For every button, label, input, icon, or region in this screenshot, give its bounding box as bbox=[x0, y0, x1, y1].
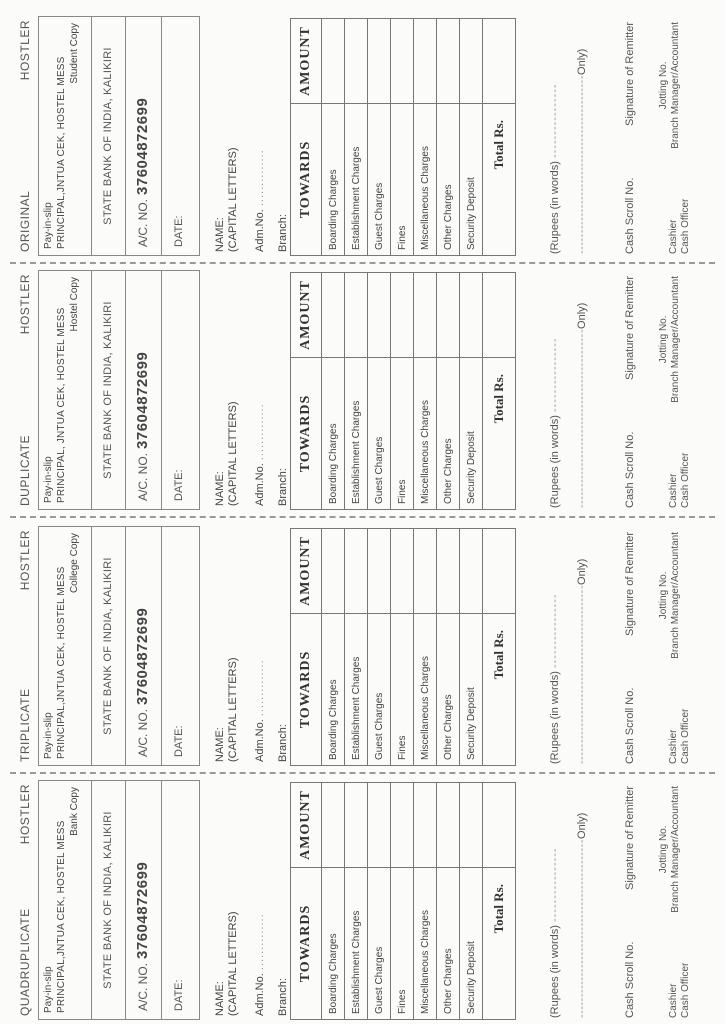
only-label: Only) bbox=[576, 302, 588, 329]
hostler-label: HOSTLER bbox=[18, 274, 32, 335]
charge-name: Security Deposit bbox=[460, 358, 483, 510]
amount-cell[interactable] bbox=[437, 783, 460, 868]
payin-label: Pay-in-slip bbox=[43, 456, 54, 503]
charges-table bbox=[290, 528, 516, 766]
amount-cell[interactable] bbox=[460, 529, 483, 614]
bank-name: STATE BANK OF INDIA, KALIKIRI bbox=[102, 47, 114, 225]
jotting-label: Jotting No. bbox=[658, 571, 669, 620]
table-row bbox=[322, 19, 345, 256]
charge-name: Boarding Charges bbox=[322, 614, 345, 766]
date-label: DATE: bbox=[173, 469, 185, 501]
table-header bbox=[291, 19, 322, 256]
table-row bbox=[460, 783, 483, 1020]
table-row bbox=[437, 273, 460, 510]
fill-line: ---------------- bbox=[549, 593, 561, 669]
manager-label: Branch Manager/Accountant bbox=[670, 276, 681, 403]
pay-in-slip bbox=[14, 778, 714, 1020]
copy-type: Student Copy bbox=[69, 23, 80, 84]
charge-name: Establishment Charges bbox=[345, 868, 368, 1020]
amount-header: AMOUNT bbox=[291, 19, 322, 104]
payin-label: Pay-in-slip bbox=[43, 712, 54, 759]
jotting-block bbox=[658, 22, 682, 149]
account-label: A/C. NO. bbox=[136, 452, 150, 501]
bank-name: STATE BANK OF INDIA, KALIKIRI bbox=[102, 811, 114, 989]
table-row bbox=[368, 783, 391, 1020]
remitter-signature-label: Signature of Remitter bbox=[624, 786, 636, 890]
amount-in-words-end bbox=[576, 49, 588, 254]
table-row bbox=[460, 529, 483, 766]
charge-name: Fines bbox=[391, 104, 414, 256]
account-row bbox=[125, 527, 162, 765]
charge-name: Fines bbox=[391, 614, 414, 766]
table-row bbox=[322, 273, 345, 510]
account-label: A/C. NO. bbox=[136, 708, 150, 757]
amount-in-words-field[interactable] bbox=[549, 337, 561, 508]
only-label: Only) bbox=[576, 812, 588, 839]
table-row bbox=[437, 529, 460, 766]
total-amount-cell[interactable] bbox=[483, 273, 516, 358]
payee-row bbox=[39, 781, 92, 1019]
hostler-label: HOSTLER bbox=[18, 20, 32, 81]
amount-cell[interactable] bbox=[368, 529, 391, 614]
cash-scroll-label: Cash Scroll No. bbox=[624, 177, 636, 254]
hostler-label: HOSTLER bbox=[18, 784, 32, 845]
bank-name: STATE BANK OF INDIA, KALIKIRI bbox=[102, 301, 114, 479]
bank-row bbox=[91, 17, 126, 255]
table-row bbox=[391, 19, 414, 256]
amount-cell[interactable] bbox=[414, 783, 437, 868]
copy-label: ORIGINAL bbox=[18, 190, 32, 252]
bank-row bbox=[91, 781, 126, 1019]
fill-line: ------------------------------------------- bbox=[576, 328, 588, 508]
adm-label: Adm.No. bbox=[254, 973, 266, 1016]
fill-line: .............. bbox=[254, 659, 266, 717]
table-row bbox=[322, 783, 345, 1020]
amount-cell[interactable] bbox=[437, 19, 460, 104]
manager-label: Branch Manager/Accountant bbox=[670, 532, 681, 659]
total-amount-cell[interactable] bbox=[483, 529, 516, 614]
slip-header bbox=[14, 778, 36, 1020]
amount-cell[interactable] bbox=[322, 19, 345, 104]
slip-info-box bbox=[38, 270, 200, 510]
charge-name: Miscellaneous Charges bbox=[414, 358, 437, 510]
words-label: (Rupees (in words) bbox=[549, 925, 561, 1018]
amount-header: AMOUNT bbox=[291, 273, 322, 358]
manager-label: Branch Manager/Accountant bbox=[670, 22, 681, 149]
charge-name: Security Deposit bbox=[460, 614, 483, 766]
account-row bbox=[125, 271, 162, 509]
account-number-value: 37604872699 bbox=[134, 351, 151, 449]
table-row bbox=[368, 273, 391, 510]
total-row bbox=[483, 19, 516, 256]
table-row bbox=[345, 783, 368, 1020]
cash-scroll-label: Cash Scroll No. bbox=[624, 687, 636, 764]
slip-header bbox=[14, 14, 36, 256]
cash-officer-label: Cash Officer bbox=[680, 198, 691, 254]
amount-in-words-field[interactable] bbox=[549, 83, 561, 254]
cashier-block bbox=[668, 709, 692, 764]
amount-cell[interactable] bbox=[437, 273, 460, 358]
name-label: NAME: bbox=[214, 727, 226, 762]
charge-name: Miscellaneous Charges bbox=[414, 868, 437, 1020]
date-label: DATE: bbox=[173, 215, 185, 247]
bank-row bbox=[91, 527, 126, 765]
total-amount-cell[interactable] bbox=[483, 783, 516, 868]
total-row bbox=[483, 273, 516, 510]
name-label: NAME: bbox=[214, 217, 226, 252]
charge-name: Establishment Charges bbox=[345, 104, 368, 256]
charge-name: Other Charges bbox=[437, 104, 460, 256]
charge-name: Guest Charges bbox=[368, 614, 391, 766]
branch-label: Branch: bbox=[277, 978, 289, 1016]
fill-line: .............. bbox=[254, 149, 266, 207]
slip-header bbox=[14, 524, 36, 766]
cash-officer-label: Cash Officer bbox=[680, 962, 691, 1018]
payee-name: PRINCIPAL,JNTUA CEK, HOSTEL MESS bbox=[56, 820, 67, 1013]
account-label: A/C. NO. bbox=[136, 962, 150, 1011]
table-row bbox=[345, 19, 368, 256]
name-hint: (CAPITAL LETTERS) bbox=[227, 911, 239, 1016]
amount-cell[interactable] bbox=[322, 273, 345, 358]
cashier-label: Cashier bbox=[668, 219, 679, 254]
table-header bbox=[291, 529, 322, 766]
only-label: Only) bbox=[576, 48, 588, 75]
towards-header: TOWARDS bbox=[291, 868, 322, 1020]
fill-line: .............. bbox=[254, 403, 266, 461]
total-label: Total Rs. bbox=[483, 358, 516, 510]
amount-cell[interactable] bbox=[345, 19, 368, 104]
adm-label: Adm.No. bbox=[254, 209, 266, 252]
slip-header bbox=[14, 268, 36, 510]
fill-line: ------------------------------------------- bbox=[576, 74, 588, 254]
words-label: (Rupees (in words) bbox=[549, 415, 561, 508]
charge-name: Fines bbox=[391, 868, 414, 1020]
copy-label: DUPLICATE bbox=[18, 435, 32, 506]
fill-line: ------------------------------------------- bbox=[576, 838, 588, 1018]
amount-in-words-end bbox=[576, 813, 588, 1018]
payee-row bbox=[39, 17, 92, 255]
cashier-label: Cashier bbox=[668, 729, 679, 764]
name-hint: (CAPITAL LETTERS) bbox=[227, 147, 239, 252]
account-number-value: 37604872699 bbox=[134, 607, 151, 705]
jotting-block bbox=[658, 532, 682, 659]
table-row bbox=[414, 19, 437, 256]
account-number bbox=[134, 862, 151, 1011]
tear-line bbox=[10, 772, 715, 774]
date-label: DATE: bbox=[173, 979, 185, 1011]
fill-line: ------------------------------------------- bbox=[576, 584, 588, 764]
table-row bbox=[391, 529, 414, 766]
jotting-block bbox=[658, 786, 682, 913]
amount-header: AMOUNT bbox=[291, 783, 322, 868]
hostler-label: HOSTLER bbox=[18, 530, 32, 591]
copy-type: Hostel Copy bbox=[69, 277, 80, 332]
amount-cell[interactable] bbox=[391, 273, 414, 358]
charge-name: Security Deposit bbox=[460, 104, 483, 256]
charges-table bbox=[290, 782, 516, 1020]
admission-number-field[interactable] bbox=[254, 149, 266, 252]
table-row bbox=[391, 273, 414, 510]
amount-cell[interactable] bbox=[460, 783, 483, 868]
charge-name: Other Charges bbox=[437, 614, 460, 766]
charge-name: Guest Charges bbox=[368, 104, 391, 256]
amount-in-words-end bbox=[576, 559, 588, 764]
total-label: Total Rs. bbox=[483, 868, 516, 1020]
amount-cell[interactable] bbox=[437, 529, 460, 614]
account-number bbox=[134, 352, 151, 501]
amount-cell[interactable] bbox=[368, 19, 391, 104]
payee-row bbox=[39, 271, 92, 509]
tear-line bbox=[10, 516, 715, 518]
adm-label: Adm.No. bbox=[254, 719, 266, 762]
charge-name: Guest Charges bbox=[368, 868, 391, 1020]
remitter-signature-label: Signature of Remitter bbox=[624, 276, 636, 380]
fill-line: .............. bbox=[254, 913, 266, 971]
amount-in-words-field[interactable] bbox=[549, 847, 561, 1018]
table-row bbox=[414, 273, 437, 510]
amount-cell[interactable] bbox=[460, 19, 483, 104]
table-row bbox=[437, 19, 460, 256]
amount-cell[interactable] bbox=[322, 529, 345, 614]
charge-name: Miscellaneous Charges bbox=[414, 614, 437, 766]
amount-cell[interactable] bbox=[391, 19, 414, 104]
charge-name: Guest Charges bbox=[368, 358, 391, 510]
amount-cell[interactable] bbox=[345, 529, 368, 614]
account-label: A/C. NO. bbox=[136, 198, 150, 247]
charges-table bbox=[290, 272, 516, 510]
branch-label: Branch: bbox=[277, 468, 289, 506]
table-header bbox=[291, 273, 322, 510]
account-number-value: 37604872699 bbox=[134, 861, 151, 959]
name-label: NAME: bbox=[214, 981, 226, 1016]
jotting-label: Jotting No. bbox=[658, 825, 669, 874]
admission-number-field[interactable] bbox=[254, 659, 266, 762]
payee-row bbox=[39, 527, 92, 765]
table-row bbox=[460, 273, 483, 510]
table-row bbox=[322, 529, 345, 766]
date-label: DATE: bbox=[173, 725, 185, 757]
payee-name: PRINCIPAL,JNTUA CEK, HOSTEL MESS bbox=[56, 566, 67, 759]
table-row bbox=[391, 783, 414, 1020]
name-label: NAME: bbox=[214, 471, 226, 506]
cashier-label: Cashier bbox=[668, 983, 679, 1018]
charge-name: Establishment Charges bbox=[345, 358, 368, 510]
copy-type: College Copy bbox=[69, 533, 80, 594]
amount-cell[interactable] bbox=[345, 273, 368, 358]
table-header bbox=[291, 783, 322, 1020]
copy-label: TRIPLICATE bbox=[18, 688, 32, 762]
charge-name: Miscellaneous Charges bbox=[414, 104, 437, 256]
cashier-block bbox=[668, 199, 692, 254]
charges-table bbox=[290, 18, 516, 256]
payin-label: Pay-in-slip bbox=[43, 202, 54, 249]
cash-scroll-label: Cash Scroll No. bbox=[624, 431, 636, 508]
table-row bbox=[460, 19, 483, 256]
amount-in-words-field[interactable] bbox=[549, 593, 561, 764]
branch-label: Branch: bbox=[277, 214, 289, 252]
bank-row bbox=[91, 271, 126, 509]
charge-name: Security Deposit bbox=[460, 868, 483, 1020]
remitter-signature-label: Signature of Remitter bbox=[624, 532, 636, 636]
copy-type: Bank Copy bbox=[69, 787, 80, 836]
slip-info-box bbox=[38, 780, 200, 1020]
account-row bbox=[125, 17, 162, 255]
bank-name: STATE BANK OF INDIA, KALIKIRI bbox=[102, 557, 114, 735]
name-hint: (CAPITAL LETTERS) bbox=[227, 401, 239, 506]
fill-line: ---------------- bbox=[549, 847, 561, 923]
amount-cell[interactable] bbox=[414, 19, 437, 104]
pay-in-slip bbox=[14, 14, 714, 256]
name-field[interactable] bbox=[214, 147, 240, 252]
amount-cell[interactable] bbox=[391, 529, 414, 614]
table-row bbox=[414, 783, 437, 1020]
charge-name: Boarding Charges bbox=[322, 104, 345, 256]
table-row bbox=[345, 529, 368, 766]
cash-scroll-label: Cash Scroll No. bbox=[624, 941, 636, 1018]
table-row bbox=[345, 273, 368, 510]
name-field[interactable] bbox=[214, 911, 240, 1016]
jotting-block bbox=[658, 276, 682, 403]
date-row[interactable] bbox=[161, 781, 199, 1019]
account-number bbox=[134, 98, 151, 247]
payee-name: PRINCIPAL,JNTUA CEK, HOSTEL MESS bbox=[56, 56, 67, 249]
branch-label: Branch: bbox=[277, 724, 289, 762]
admission-number-field[interactable] bbox=[254, 913, 266, 1016]
manager-label: Branch Manager/Accountant bbox=[670, 786, 681, 913]
amount-cell[interactable] bbox=[414, 273, 437, 358]
amount-cell[interactable] bbox=[322, 783, 345, 868]
payin-label: Pay-in-slip bbox=[43, 966, 54, 1013]
table-row bbox=[437, 783, 460, 1020]
charge-name: Other Charges bbox=[437, 358, 460, 510]
fill-line: ---------------- bbox=[549, 83, 561, 159]
words-label: (Rupees (in words) bbox=[549, 161, 561, 254]
cashier-block bbox=[668, 453, 692, 508]
charge-name: Establishment Charges bbox=[345, 614, 368, 766]
name-field[interactable] bbox=[214, 401, 240, 506]
cash-officer-label: Cash Officer bbox=[680, 452, 691, 508]
adm-label: Adm.No. bbox=[254, 463, 266, 506]
table-row bbox=[368, 19, 391, 256]
slip-info-box bbox=[38, 526, 200, 766]
total-label: Total Rs. bbox=[483, 104, 516, 256]
fill-line: ---------------- bbox=[549, 337, 561, 413]
charge-name: Fines bbox=[391, 358, 414, 510]
cashier-label: Cashier bbox=[668, 473, 679, 508]
only-label: Only) bbox=[576, 558, 588, 585]
date-row[interactable] bbox=[161, 527, 199, 765]
table-row bbox=[414, 529, 437, 766]
date-row[interactable] bbox=[161, 17, 199, 255]
amount-cell[interactable] bbox=[345, 783, 368, 868]
charge-name: Boarding Charges bbox=[322, 358, 345, 510]
total-amount-cell[interactable] bbox=[483, 19, 516, 104]
amount-cell[interactable] bbox=[368, 783, 391, 868]
pay-in-slip bbox=[14, 268, 714, 510]
words-label: (Rupees (in words) bbox=[549, 671, 561, 764]
total-label: Total Rs. bbox=[483, 614, 516, 766]
amount-cell[interactable] bbox=[368, 273, 391, 358]
copy-label: QUADRUPLICATE bbox=[18, 908, 32, 1016]
jotting-label: Jotting No. bbox=[658, 315, 669, 364]
total-row bbox=[483, 783, 516, 1020]
table-row bbox=[368, 529, 391, 766]
towards-header: TOWARDS bbox=[291, 104, 322, 256]
amount-cell[interactable] bbox=[391, 783, 414, 868]
account-number bbox=[134, 608, 151, 757]
name-hint: (CAPITAL LETTERS) bbox=[227, 657, 239, 762]
cash-officer-label: Cash Officer bbox=[680, 708, 691, 764]
payee-name: PRINCIPAL, JNTUA CEK, HOSTEL MESS bbox=[56, 307, 67, 503]
amount-cell[interactable] bbox=[460, 273, 483, 358]
jotting-label: Jotting No. bbox=[658, 61, 669, 110]
charge-name: Other Charges bbox=[437, 868, 460, 1020]
account-number-value: 37604872699 bbox=[134, 97, 151, 195]
charge-name: Boarding Charges bbox=[322, 868, 345, 1020]
admission-number-field[interactable] bbox=[254, 403, 266, 506]
towards-header: TOWARDS bbox=[291, 358, 322, 510]
amount-header: AMOUNT bbox=[291, 529, 322, 614]
account-row bbox=[125, 781, 162, 1019]
amount-cell[interactable] bbox=[414, 529, 437, 614]
cashier-block bbox=[668, 963, 692, 1018]
date-row[interactable] bbox=[161, 271, 199, 509]
remitter-signature-label: Signature of Remitter bbox=[624, 22, 636, 126]
total-row bbox=[483, 529, 516, 766]
tear-line bbox=[10, 262, 715, 264]
amount-in-words-end bbox=[576, 303, 588, 508]
slip-info-box bbox=[38, 16, 200, 256]
pay-in-slip bbox=[14, 524, 714, 766]
towards-header: TOWARDS bbox=[291, 614, 322, 766]
name-field[interactable] bbox=[214, 657, 240, 762]
